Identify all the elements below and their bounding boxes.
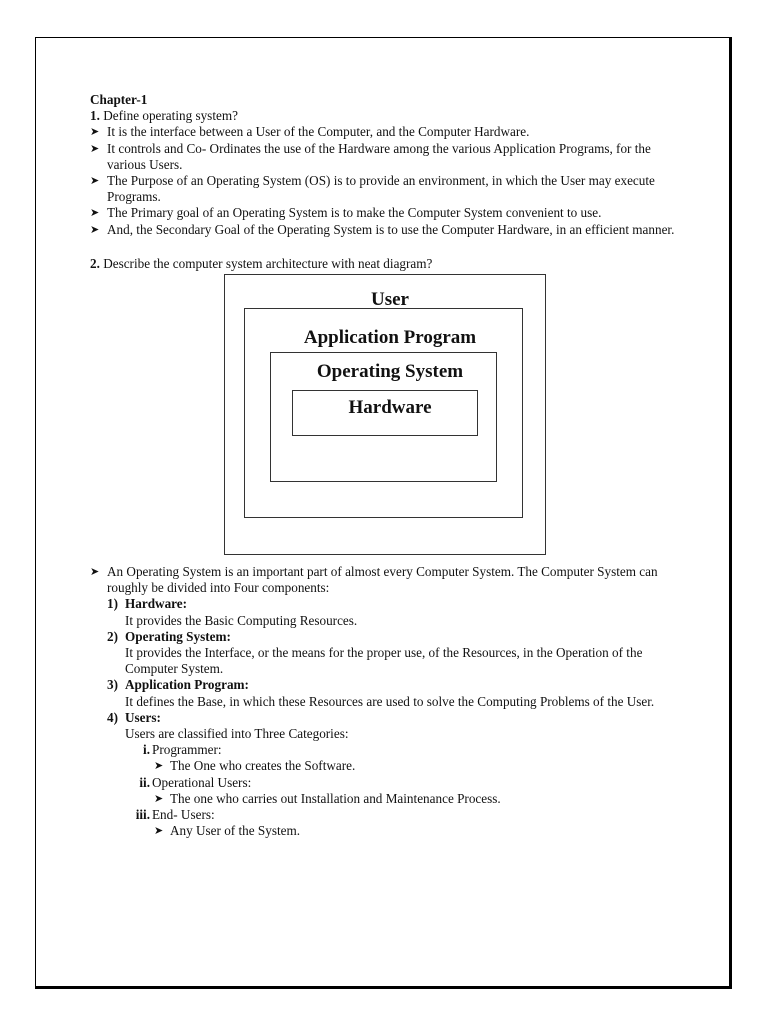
- category-detail: [90, 758, 690, 774]
- component-number: 3): [107, 677, 118, 693]
- component-number: 1): [107, 596, 118, 612]
- arrow-bullet-icon: ➤: [90, 566, 100, 579]
- component-description: It provides the Interface, or the means for the proper use, of the Resources, in the Operation of the Computer System.: [125, 645, 643, 677]
- q1-bullet-text: The Purpose of an Operating System (OS) is to provide an environment, in which the User may execute Programs.: [107, 173, 655, 205]
- arrow-bullet-icon: ➤: [90, 142, 100, 155]
- user-category: [90, 742, 690, 758]
- q1-bullet-text: It controls and Co- Ordinates the use of the Hardware among the various Application Programs, for the various Users.: [107, 140, 651, 172]
- category-label: Programmer:: [152, 742, 222, 758]
- component-item: [90, 677, 690, 693]
- q1-bullet: [90, 124, 690, 140]
- arrow-bullet-icon: ➤: [154, 760, 164, 773]
- category-label: End- Users:: [152, 807, 215, 823]
- arrow-bullet-icon: ➤: [90, 223, 100, 236]
- question-1: [90, 108, 690, 124]
- component-description: Users are classified into Three Categories:: [125, 726, 349, 742]
- q1-bullet: [90, 205, 690, 221]
- category-detail: [90, 791, 690, 807]
- component-title: Hardware:: [125, 596, 188, 612]
- q1-bullet-text: It is the interface between a User of the Computer, and the Computer Hardware.: [107, 124, 530, 140]
- section-3-intro-text: An Operating System is an important part of almost every Computer System. The Computer System can roughly be divided into Four components:: [107, 564, 658, 596]
- arrow-bullet-icon: ➤: [90, 175, 100, 188]
- component-item: [90, 629, 690, 645]
- category-number: ii.: [139, 774, 150, 790]
- component-item: [90, 596, 690, 612]
- application-layer-label: Application Program: [303, 327, 477, 349]
- category-number: iii.: [135, 807, 150, 823]
- hardware-layer-label: Hardware: [348, 397, 432, 419]
- component-description: It defines the Base, in which these Resources are used to solve the Computing Problems of the User.: [125, 693, 655, 709]
- user-layer-label: User: [371, 289, 409, 311]
- category-detail-text: The one who carries out Installation and Maintenance Process.: [170, 790, 501, 806]
- document-content: [90, 92, 690, 839]
- q1-bullet: [90, 173, 690, 205]
- section-3-intro: [90, 564, 690, 596]
- category-detail: [90, 823, 690, 839]
- user-category: [90, 775, 690, 791]
- q1-bullet: [90, 222, 690, 238]
- component-item: [90, 710, 690, 726]
- q1-bullet-text: The Primary goal of an Operating System is to make the Computer System convenient to use.: [107, 205, 602, 221]
- q1-bullet-text: And, the Secondary Goal of the Operating System is to use the Computer Hardware, in an efficient manner.: [107, 221, 675, 237]
- category-detail-text: Any User of the System.: [170, 823, 301, 839]
- question-1-text: Define operating system?: [99, 108, 238, 124]
- question-2-number: 2.: [90, 255, 100, 271]
- component-number: 2): [107, 628, 118, 644]
- component-title: Operating System:: [125, 628, 231, 644]
- component-description: It provides the Basic Computing Resources.: [125, 612, 358, 628]
- category-number: i.: [143, 742, 150, 758]
- category-detail-text: The One who creates the Software.: [170, 758, 356, 774]
- question-2-text: Describe the computer system architecture with neat diagram?: [99, 255, 433, 271]
- component-title: Application Program:: [125, 677, 249, 693]
- category-label: Operational Users:: [152, 774, 252, 790]
- os-layer-label: Operating System: [316, 361, 464, 383]
- component-title: Users:: [125, 709, 161, 725]
- q1-bullet: [90, 141, 690, 173]
- arrow-bullet-icon: ➤: [90, 207, 100, 220]
- arrow-bullet-icon: ➤: [154, 825, 164, 838]
- chapter-heading: Chapter-1: [90, 92, 148, 107]
- question-1-number: 1.: [90, 108, 100, 124]
- user-category: [90, 807, 690, 823]
- arrow-bullet-icon: ➤: [90, 126, 100, 139]
- arrow-bullet-icon: ➤: [154, 792, 164, 805]
- architecture-diagram: [90, 274, 690, 564]
- component-number: 4): [107, 709, 118, 725]
- question-2: [90, 256, 690, 272]
